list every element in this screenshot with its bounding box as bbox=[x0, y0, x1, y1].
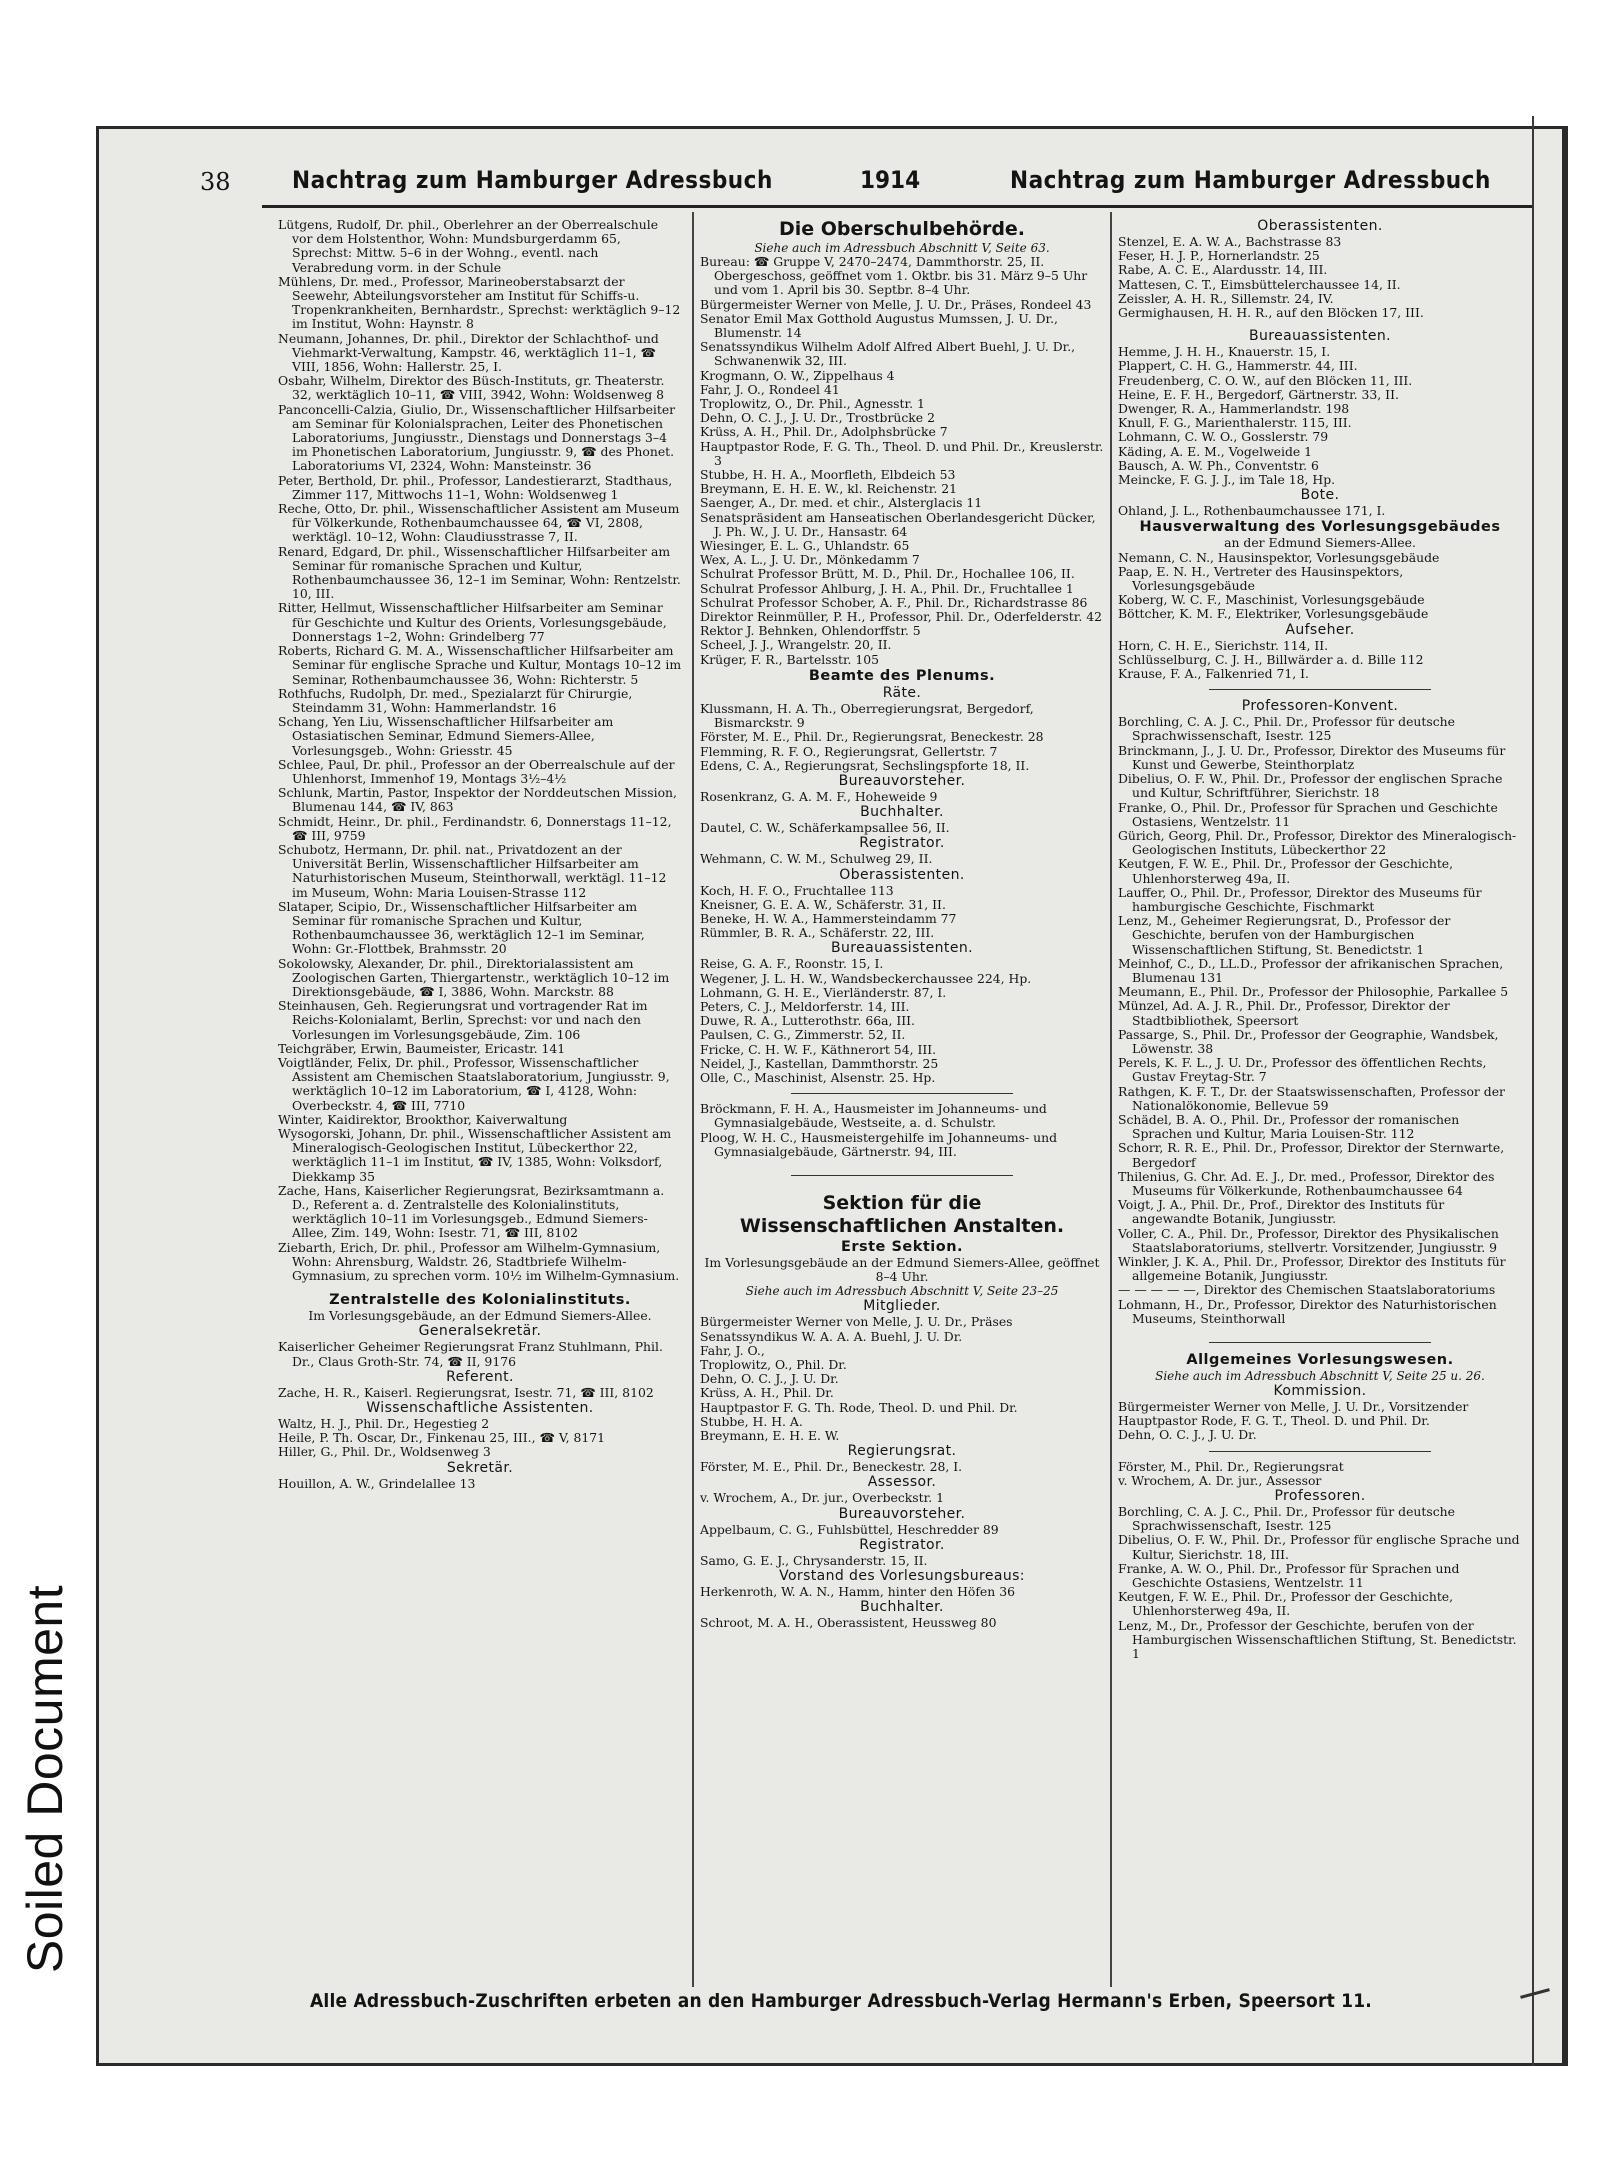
directory-entry: Bureau: ☎ Gruppe V, 2470–2474, Dammthorstr. 25, II. Obergeschoss, geöffnet vom 1. Oktbr. bis 31. März 9–5 Uhr und vom 1. April bis 30. Septbr. 8–4 Uhr. bbox=[700, 254, 1088, 298]
directory-entry: Knull, F. G., Marienthalerstr. 115, III. bbox=[1118, 415, 1352, 431]
directory-entry: Dehn, O. C. J., J. U. Dr., Trostbrücke 2 bbox=[700, 410, 935, 426]
directory-entry: Böttcher, K. M. F., Elektriker, Vorlesungsgebäude bbox=[1118, 606, 1429, 622]
subsection-heading: Generalsekretär. bbox=[418, 1323, 542, 1340]
directory-entry: Mühlens, Dr. med., Professor, Marineoberstabsarzt der Seewehr, Abteilungsvorsteher am Institut für Schiffs-u. Tropenkrankheiten, Bernhardstr., Sprechst: werktäglich 9–12 im Institut, Wohn: Haynstr. 8 bbox=[278, 273, 681, 332]
section-heading: Hausverwaltung des Vorlesungsgebäudes bbox=[1139, 519, 1501, 536]
column-divider-1 bbox=[692, 212, 694, 1987]
directory-entry: Lauffer, O., Phil. Dr., Professor, Direktor des Museums für hamburgische Geschichte, Fischmarkt bbox=[1118, 884, 1482, 914]
page-edge bbox=[1532, 116, 1560, 2066]
subsection-heading: Sekretär. bbox=[446, 1459, 514, 1476]
directory-entry: Franke, A. W. O., Phil. Dr., Professor für Sprachen und Geschichte Ostasiens, Wentzelstr. 11 bbox=[1118, 1560, 1460, 1591]
subsection-heading: Räte. bbox=[882, 684, 922, 701]
directory-entry: Edens, C. A., Regierungsrat, Sechslingspforte 18, II. bbox=[700, 757, 1030, 773]
directory-entry: Meincke, F. G. J. J., im Tale 18, Hp. bbox=[1118, 472, 1336, 488]
directory-entry: Krüss, A. H., Phil. Dr. bbox=[700, 1385, 834, 1401]
directory-entry: Olle, C., Maschinist, Alsenstr. 25. Hp. bbox=[700, 1069, 936, 1085]
subsection-heading: Oberassistenten. bbox=[1257, 218, 1383, 234]
directory-entry: Krause, F. A., Falkenried 71, I. bbox=[1118, 666, 1309, 682]
header-title-right: Nachtrag zum Hamburger Adressbuch bbox=[1010, 166, 1491, 194]
directory-entry: Duwe, R. A., Lutterothstr. 66a, III. bbox=[700, 1013, 915, 1029]
section-title: Die Oberschulbehörde. bbox=[778, 218, 1026, 240]
directory-entry: Bürgermeister Werner von Melle, J. U. Dr., Präses, Rondeel 43 bbox=[700, 296, 1092, 312]
directory-entry: Dehn, O. C. J., J. U. Dr. bbox=[700, 1371, 839, 1387]
directory-entry: Rektor J. Behnken, Ohlendorffstr. 5 bbox=[700, 623, 921, 639]
directory-entry: Dwenger, R. A., Hammerlandstr. 198 bbox=[1118, 401, 1350, 417]
directory-entry: Lenz, M., Dr., Professor der Geschichte, berufen von der Hamburgischen Wissenschaftlichen Stiftung, St. Benedictstr. 1 bbox=[1118, 1617, 1517, 1662]
directory-entry: Stubbe, H. H. A. bbox=[700, 1413, 803, 1429]
directory-entry: Lenz, M., Geheimer Regierungsrat, D., Professor der Geschichte, berufen von der Hamburgischen Wissenschaftlichen Stiftung, St. Benedictstr. 1 bbox=[1118, 913, 1451, 957]
section-heading: Erste Sektion. bbox=[840, 1238, 964, 1255]
subsection-heading: Assessor. bbox=[867, 1474, 937, 1491]
reference-note: Siehe auch im Adressbuch Abschnitt V, Seite 25 u. 26. bbox=[1155, 1369, 1485, 1384]
directory-entry: Ritter, Hellmut, Wissenschaftlicher Hilfsarbeiter am Seminar für Geschichte und Kultur des Orients, Vorlesungsgebäude, Donnerstags 1–2, Wohn: Grindelberg 77 bbox=[278, 600, 667, 644]
directory-entry: Dibelius, O. F. W., Phil. Dr., Professor für englische Sprache und Kultur, Sierichstr. 18, III. bbox=[1118, 1532, 1520, 1562]
directory-entry: Osbahr, Wilhelm, Direktor des Büsch-Instituts, gr. Theaterstr. 32, werktäglich 10–11, ☎ VIII, 3942, Wohn: Woldsenweg 8 bbox=[278, 373, 665, 403]
directory-entry: Meumann, E., Phil. Dr., Professor der Philosophie, Parkallee 5 bbox=[1118, 984, 1509, 1000]
column-middle bbox=[700, 218, 1104, 1630]
directory-entry: Bausch, A. W. Ph., Conventstr. 6 bbox=[1118, 457, 1319, 473]
subsection-heading: Professoren. bbox=[1274, 1488, 1366, 1505]
directory-entry: Lütgens, Rudolf, Dr. phil., Oberlehrer an der Oberrealschule vor dem Holstenthor, Wohn: Mundsburgerdamm 65, Sprechst: Mittw. 5–6 in der Wohng., eventl. nach Verabredung vorm. in der Schule bbox=[278, 217, 659, 275]
directory-entry: Bürgermeister Werner von Melle, J. U. Dr., Präses bbox=[700, 1314, 1013, 1330]
directory-entry: Fahr, J. O., Rondeel 41 bbox=[700, 381, 840, 397]
directory-entry: Fahr, J. O., bbox=[700, 1342, 765, 1358]
directory-entry: Senatssyndikus Wilhelm Adolf Alfred Albert Buehl, J. U. Dr., Schwanenwik 32, III. bbox=[700, 339, 1076, 369]
soiled-document-label: Soiled Document bbox=[17, 1584, 73, 1974]
section-heading: Zentralstelle des Kolonialinstituts. bbox=[329, 1292, 631, 1309]
column-right bbox=[1118, 218, 1522, 1661]
directory-entry: Samo, G. E. J., Chrysanderstr. 15, II. bbox=[700, 1552, 928, 1568]
footer-notice: Alle Adressbuch-Zuschriften erbeten an den Hamburger Adressbuch-Verlag Hermann's Erben, Speersort 11. bbox=[310, 1990, 1372, 2012]
directory-entry: Herkenroth, W. A. N., Hamm, hinter den Höfen 36 bbox=[700, 1584, 1015, 1600]
subsection-heading: Bureauassistenten. bbox=[1249, 328, 1391, 345]
section-title: Wissenschaftlichen Anstalten. bbox=[739, 1214, 1065, 1237]
directory-entry: Wegener, J. L. H. W., Wandsbeckerchaussee 224, Hp. bbox=[700, 970, 1032, 986]
directory-entry: Heine, E. F. H., Bergedorf, Gärtnerstr. 33, II. bbox=[1118, 386, 1399, 402]
spacer bbox=[1118, 1326, 1522, 1334]
spacer bbox=[700, 1159, 1104, 1167]
directory-entry: Krogmann, O. W., Zippelhaus 4 bbox=[700, 367, 895, 383]
spacer bbox=[278, 1283, 682, 1291]
directory-entry: Paap, E. N. H., Vertreter des Hausinspektors, Vorlesungsgebäude bbox=[1118, 563, 1404, 594]
directory-entry: Lohmann, C. W. O., Gosslerstr. 79 bbox=[1118, 429, 1329, 445]
directory-entry: Breymann, E. H. E. W., kl. Reichenstr. 21 bbox=[700, 481, 957, 497]
directory-entry: Zache, H. R., Kaiserl. Regierungsrat, Isestr. 71, ☎ III, 8102 bbox=[278, 1384, 654, 1400]
directory-entry: Flemming, R. F. O., Regierungsrat, Gellertstr. 7 bbox=[700, 743, 998, 759]
directory-entry: Koberg, W. C. F., Maschinist, Vorlesungsgebäude bbox=[1118, 592, 1425, 608]
directory-entry: Senatspräsident am Hanseatischen Oberlandesgericht Dücker, J. Ph. W., J. U. Dr., Hansastr. 64 bbox=[700, 509, 1096, 539]
directory-entry: Gürich, Georg, Phil. Dr., Professor, Direktor des Mineralogisch-Geologischen Instituts, Lübeckerthor 22 bbox=[1118, 827, 1517, 858]
subsection-heading: Bureauvorsteher. bbox=[838, 1505, 966, 1522]
subsection-heading: Wissenschaftliche Assistenten. bbox=[366, 1400, 594, 1417]
directory-entry: Borchling, C. A. J. C., Phil. Dr., Professor für deutsche Sprachwissenschaft, Isestr. 125 bbox=[1118, 1504, 1455, 1534]
subsection-heading: Professoren-Konvent. bbox=[1241, 698, 1399, 715]
directory-entry: Houillon, A. W., Grindelallee 13 bbox=[278, 1475, 476, 1491]
subsection-heading: Registrator. bbox=[859, 1536, 945, 1553]
subsection-heading: Oberassistenten. bbox=[839, 866, 965, 883]
running-header bbox=[200, 164, 1530, 200]
directory-entry: Hauptpastor Rode, F. G. T., Theol. D. und Phil. Dr. bbox=[1118, 1413, 1430, 1429]
spacer bbox=[1118, 320, 1522, 328]
directory-entry: Troplowitz, O., Dr. Phil., Agnesstr. 1 bbox=[700, 396, 925, 412]
directory-entry: Rosenkranz, G. A. M. F., Hoheweide 9 bbox=[700, 788, 938, 804]
header-rule bbox=[262, 205, 1532, 208]
header-title-left: Nachtrag zum Hamburger Adressbuch bbox=[292, 166, 773, 194]
directory-entry: Mattesen, C. T., Eimsbüttelerchaussee 14, II. bbox=[1118, 276, 1401, 292]
directory-entry: Schmidt, Heinr., Dr. phil., Ferdinandstr. 6, Donnerstags 11–12, ☎ III, 9759 bbox=[278, 813, 672, 843]
directory-entry: Voigt, J. A., Phil. Dr., Prof., Direktor des Instituts für angewandte Botanik, Jungiusstr. bbox=[1118, 1197, 1445, 1227]
directory-entry: Neumann, Johannes, Dr. phil., Direktor der Schlachthof- und Viehmarkt-Verwaltung, Kampstr. 46, werktäglich 11–1, ☎ VIII, 1856, Wohn: Hallerstr. 25, I. bbox=[278, 330, 659, 375]
directory-entry: Keutgen, F. W. E., Phil. Dr., Professor der Geschichte, Uhlenhorsterweg 49a, II. bbox=[1118, 1589, 1454, 1619]
directory-entry: Bröckmann, F. H. A., Hausmeister im Johanneums- und Gymnasialgebäude, Westseite, a. d. Schulstr. bbox=[700, 1101, 1047, 1131]
directory-entry: Brinckmann, J., J. U. Dr., Professor, Direktor des Museums für Kunst und Gewerbe, Steinthorplatz bbox=[1118, 742, 1506, 772]
directory-entry: Koch, H. F. O., Fruchtallee 113 bbox=[700, 882, 894, 898]
spacer bbox=[700, 1184, 1104, 1192]
directory-entry: Rathgen, K. F. T., Dr. der Staatswissenschaften, Professor der Nationalökonomie, Bellevue 59 bbox=[1118, 1083, 1505, 1113]
directory-entry: Fricke, C. H. W. F., Käthnerort 54, III. bbox=[700, 1041, 937, 1057]
directory-entry: Hauptpastor Rode, F. G. Th., Theol. D. und Phil. Dr., Kreuslerstr. 3 bbox=[700, 438, 1104, 468]
directory-entry: Lohmann, G. H. E., Vierländerstr. 87, I. bbox=[700, 984, 947, 1000]
directory-entry: Voigtländer, Felix, Dr. phil., Professor, Wissenschaftlicher Assistent am Chemischen Staatslaboratorium, Jungiusstr. 9, werktäglich 10–12 im Laboratorium, ☎ I, 4128, Wohn: Overbeckstr. 4, ☎ III, 7710 bbox=[278, 1054, 670, 1113]
directory-entry: Schorr, R. R. E., Phil. Dr., Professor, Direktor der Sternwarte, Bergedorf bbox=[1118, 1140, 1505, 1170]
directory-entry: Direktor Reinmüller, P. H., Professor, Phil. Dr., Oderfelderstr. 42 bbox=[700, 609, 1102, 625]
directory-entry: Perels, K. F. L., J. U. Dr., Professor des öffentlichen Rechts, Gustav Freytag-Str. 7 bbox=[1118, 1055, 1487, 1085]
directory-entry: Wex, A. L., J. U. Dr., Mönkedamm 7 bbox=[700, 552, 920, 568]
section-title: Sektion für die bbox=[822, 1191, 982, 1214]
section-note: Im Vorlesungsgebäude, an der Edmund Siemers-Allee. bbox=[308, 1308, 652, 1324]
directory-entry: Schlee, Paul, Dr. phil., Professor an der Oberrealschule auf der Uhlenhorst, Immenhof 19, Montags 3½–4½ bbox=[278, 756, 675, 786]
page-number: 38 bbox=[200, 168, 231, 196]
directory-entry: Troplowitz, O., Phil. Dr. bbox=[700, 1356, 847, 1372]
directory-entry: Heile, P. Th. Oscar, Dr., Finkenau 25, III., ☎ V, 8171 bbox=[278, 1430, 606, 1446]
directory-entry: Dibelius, O. F. W., Phil. Dr., Professor der englischen Sprache und Kultur, Schriftführer, Sierichstr. 18 bbox=[1118, 771, 1503, 801]
directory-entry: Förster, M. E., Phil. Dr., Beneckestr. 28, I. bbox=[700, 1459, 963, 1475]
directory-entry: Panconcelli-Calzia, Giulio, Dr., Wissenschaftlicher Hilfsarbeiter am Seminar für Kolonialsprachen, Leiter des Phonetischen Laboratoriums, Jungiusstr., Dienstags und Donnerstags 3–4 im Phonetischen Laboratorium, Jungiusstr. 9, ☎ des Phonet. Laboratoriums VI, 2324, Wohn: Mansteinstr. 36 bbox=[278, 401, 676, 474]
column-left bbox=[278, 218, 682, 1491]
directory-entry: Schubotz, Hermann, Dr. phil. nat., Privatdozent an der Universität Berlin, Wissenschaftlicher Hilfsarbeiter am Naturhistorischen Museum, Steinthorwall, werktägl. 11–12 im Museum, Wohn: Maria Louisen-Strasse 112 bbox=[278, 841, 667, 900]
directory-entry: Wysogorski, Johann, Dr. phil., Wissenschaftlicher Assistent am Mineralogisch-Geologischen Institut, Lübeckerthor 22, werktäglich 11–1 im Institut, ☎ IV, 1385, Wohn: Volksdorf, Diekkamp 35 bbox=[278, 1126, 672, 1184]
directory-entry: Freudenberg, C. O. W., auf den Blöcken 11, III. bbox=[1118, 372, 1413, 388]
directory-entry: Münzel, Ad. A. J. R., Phil. Dr., Professor, Direktor der Stadtbibliothek, Speersort bbox=[1118, 998, 1450, 1028]
directory-entry: Peter, Berthold, Dr. phil., Professor, Landestierarzt, Stadthaus, Zimmer 117, Mittwochs 11–1, Wohn: Woldsenweg 1 bbox=[278, 472, 673, 502]
directory-entry: Ziebarth, Erich, Dr. phil., Professor am Wilhelm-Gymnasium, Wohn: Ahrensburg, Waldstr. 26, Stadtbriefe Wilhelm-Gymnasium, zu sprechen vorm. 10½ im Wilhelm-Gymnasium. bbox=[278, 1239, 680, 1284]
directory-entry: Kaiserlicher Geheimer Regierungsrat Franz Stuhlmann, Phil. Dr., Claus Groth-Str. 74, ☎ II, 9176 bbox=[278, 1339, 663, 1369]
directory-entry: v. Wrochem, A., Dr. jur., Overbeckstr. 1 bbox=[700, 1490, 944, 1506]
separator-rule bbox=[1209, 1342, 1431, 1343]
subsection-heading: Referent. bbox=[446, 1368, 514, 1385]
directory-entry: Hauptpastor F. G. Th. Rode, Theol. D. und Phil. Dr. bbox=[700, 1399, 1018, 1415]
directory-entry: Schulrat Professor Brütt, M. D., Phil. Dr., Hochallee 106, II. bbox=[700, 566, 1075, 582]
directory-entry: Meinhof, C., D., LL.D., Professor der afrikanischen Sprachen, Blumenau 131 bbox=[1118, 955, 1504, 985]
directory-entry: v. Wrochem, A. Dr. jur., Assessor bbox=[1118, 1472, 1322, 1488]
directory-entry: Zeissler, A. H. R., Sillemstr. 24, IV. bbox=[1118, 290, 1334, 306]
directory-entry: Förster, M. E., Phil. Dr., Regierungsrat, Beneckestr. 28 bbox=[700, 729, 1044, 745]
directory-entry: Rabe, A. C. E., Alardusstr. 14, III. bbox=[1118, 262, 1328, 278]
directory-entry: Schulrat Professor Ahlburg, J. H. A., Phil. Dr., Fruchtallee 1 bbox=[700, 580, 1074, 596]
directory-entry: Peters, C. J., Meldorferstr. 14, III. bbox=[700, 998, 910, 1014]
subsection-heading: Vorstand des Vorlesungsbureaus: bbox=[779, 1568, 1025, 1585]
directory-entry: Schroot, M. A. H., Oberassistent, Heussweg 80 bbox=[700, 1615, 997, 1631]
directory-entry: Slataper, Scipio, Dr., Wissenschaftlicher Hilfsarbeiter am Seminar für romanische Sprachen und Kultur, Rothenbaumchaussee 36, werktäglich 12–1 im Seminar, Wohn: Gr.-Flottbek, Brahmsstr. 20 bbox=[278, 898, 645, 957]
directory-entry: Franke, O., Phil. Dr., Professor für Sprachen und Geschichte Ostasiens, Wentzelstr. 11 bbox=[1118, 799, 1498, 829]
directory-entry: Nemann, C. N., Hausinspektor, Vorlesungsgebäude bbox=[1118, 549, 1440, 565]
directory-entry: Neidel, J., Kastellan, Dammthorstr. 25 bbox=[700, 1055, 939, 1071]
subsection-heading: Bureauassistenten. bbox=[831, 940, 973, 957]
directory-entry: Schlüsselburg, C. J. H., Billwärder a. d. Bille 112 bbox=[1118, 651, 1424, 667]
directory-entry: Klussmann, H. A. Th., Oberregierungsrat, Bergedorf, Bismarckstr. 9 bbox=[700, 700, 1034, 731]
subsection-heading: Regierungsrat. bbox=[847, 1443, 957, 1460]
separator-rule bbox=[1209, 689, 1431, 690]
directory-entry: Steinhausen, Geh. Regierungsrat und vortragender Rat im Reichs-Kolonialamt, Berlin, Sprechst: vor und nach den Vorlesungen im Vorlesungsgebäude, Zim. 106 bbox=[278, 998, 648, 1042]
directory-entry: Thilenius, G. Chr. Ad. E. J., Dr. med., Professor, Direktor des Museums für Völkerkunde, Rothenbaumchaussee 64 bbox=[1118, 1168, 1495, 1198]
section-heading: Beamte des Plenums. bbox=[808, 667, 996, 684]
directory-entry: Wiesinger, E. L. G., Uhlandstr. 65 bbox=[700, 538, 910, 554]
directory-entry: Stubbe, H. H. A., Moorfleth, Elbdeich 53 bbox=[700, 467, 956, 483]
directory-entry: Rümmler, B. R. A., Schäferstr. 22, III. bbox=[700, 925, 935, 941]
directory-entry: Reche, Otto, Dr. phil., Wissenschaftlicher Assistent am Museum für Völkerkunde, Rothenbaumchaussee 64, ☎ VI, 2808, werktägl. 10–12, Wohn: Claudiusstrasse 7, II. bbox=[278, 501, 680, 545]
directory-entry: Ploog, W. H. C., Hausmeistergehilfe im Johanneums- und Gymnasialgebäude, Gärtnerstr. 94, III. bbox=[700, 1129, 1058, 1159]
subsection-heading: Bote. bbox=[1300, 487, 1340, 504]
directory-entry: Appelbaum, C. G., Fuhlsbüttel, Heschredder 89 bbox=[700, 1521, 999, 1537]
directory-entry: Hemme, J. H. H., Knauerstr. 15, I. bbox=[1118, 344, 1331, 360]
directory-entry: Dehn, O. C. J., J. U. Dr. bbox=[1118, 1427, 1257, 1443]
directory-entry: Horn, C. H. E., Sierichstr. 114, II. bbox=[1118, 637, 1329, 653]
directory-entry: Plappert, C. H. G., Hammerstr. 44, III. bbox=[1118, 358, 1358, 374]
directory-entry: Roberts, Richard G. M. A., Wissenschaftlicher Hilfsarbeiter am Seminar für englische Sprache und Kultur, Montags 10–12 im Seminar, Rothenbaumchaussee 36, Wohn: Richterstr. 5 bbox=[278, 643, 682, 687]
directory-entry: Lohmann, H., Dr., Professor, Direktor des Naturhistorischen Museums, Steinthorwall bbox=[1118, 1296, 1497, 1326]
directory-entry: Scheel, J. J., Wrangelstr. 20, II. bbox=[700, 637, 892, 653]
reference-note: Siehe auch im Adressbuch Abschnitt V, Seite 63. bbox=[754, 241, 1050, 255]
separator-rule bbox=[791, 1093, 1013, 1094]
directory-entry: Winkler, J. K. A., Phil. Dr., Professor, Direktor des Instituts für allgemeine Botanik, Jungiusstr. bbox=[1118, 1254, 1506, 1284]
directory-entry: Breymann, E. H. E. W. bbox=[700, 1428, 840, 1443]
directory-entry: Schang, Yen Liu, Wissenschaftlicher Hilfsarbeiter am Ostasiatischen Seminar, Edmund Siemers-Allee, Vorlesungsgeb., Wohn: Griesstr. 45 bbox=[278, 714, 614, 758]
directory-entry: Paulsen, C. G., Zimmerstr. 52, II. bbox=[700, 1027, 906, 1043]
directory-entry: Senatssyndikus W. A. A. A. Buehl, J. U. Dr. bbox=[700, 1328, 963, 1344]
directory-entry: Stenzel, E. A. W. A., Bachstrasse 83 bbox=[1118, 234, 1342, 249]
separator-rule bbox=[1209, 1451, 1431, 1452]
directory-entry: Winter, Kaidirektor, Brookthor, Kaiverwaltung bbox=[278, 1111, 568, 1127]
subsection-heading: Aufseher. bbox=[1285, 621, 1355, 638]
directory-entry: Voller, C. A., Phil. Dr., Professor, Direktor des Physikalischen Staatslaboratoriums, stellvertr. Vorsitzender, Jungiusstr. 9 bbox=[1118, 1225, 1499, 1255]
directory-entry: Käding, A. E. M., Vogelweide 1 bbox=[1118, 443, 1313, 459]
directory-entry: Borchling, C. A. J. C., Phil. Dr., Professor für deutsche Sprachwissenschaft, Isestr. 125 bbox=[1118, 714, 1455, 744]
directory-entry: Hiller, G., Phil. Dr., Woldsenweg 3 bbox=[278, 1444, 491, 1460]
directory-entry: Senator Emil Max Gotthold Augustus Mumssen, J. U. Dr., Blumenstr. 14 bbox=[700, 310, 1058, 341]
directory-entry: Passarge, S., Phil. Dr., Professor der Geographie, Wandsbek, Löwenstr. 38 bbox=[1118, 1026, 1499, 1056]
header-year: 1914 bbox=[860, 166, 921, 194]
directory-entry: Schädel, B. A. O., Phil. Dr., Professor der romanischen Sprachen und Kultur, Maria Louisen-Str. 112 bbox=[1118, 1111, 1460, 1142]
subsection-heading: Buchhalter. bbox=[860, 1599, 944, 1616]
directory-entry: Keutgen, F. W. E., Phil. Dr., Professor der Geschichte, Uhlenhorsterweg 49a, II. bbox=[1118, 856, 1454, 886]
directory-entry: Ohland, J. L., Rothenbaumchaussee 171, I. bbox=[1118, 503, 1386, 519]
directory-entry: Rothfuchs, Rudolph, Dr. med., Spezialarzt für Chirurgie, Steindamm 31, Wohn: Hammerlandstr. 16 bbox=[278, 685, 633, 715]
subsection-heading: Bureauvorsteher. bbox=[838, 772, 966, 789]
directory-entry: Sokolowsky, Alexander, Dr. phil., Direktorialassistent am Zoologischen Garten, Thiergartenstr., werktäglich 10–12 im Direktionsgebäude, ☎ I, 3886, Wohn. Marckstr. 88 bbox=[278, 955, 670, 999]
directory-entry: Wehmann, C. W. M., Schulweg 29, II. bbox=[700, 851, 933, 867]
directory-entry: Germighausen, H. H. R., auf den Blöcken 17, III. bbox=[1118, 305, 1424, 321]
reference-note: Siehe auch im Adressbuch Abschnitt V, Seite 23–25 bbox=[745, 1284, 1059, 1299]
subsection-heading: Kommission. bbox=[1273, 1383, 1367, 1400]
directory-entry: Beneke, H. W. A., Hammersteindamm 77 bbox=[700, 910, 957, 926]
directory-entry: Dautel, C. W., Schäferkampsallee 56, II. bbox=[700, 820, 950, 836]
directory-entry: Renard, Edgard, Dr. phil., Wissenschaftlicher Hilfsarbeiter am Seminar für romanische Sprachen und Kultur, Rothenbaumchaussee 36, 12–1 im Seminar, Wohn: Rentzelstr. 10, III. bbox=[278, 543, 681, 602]
subsection-heading: Registrator. bbox=[859, 835, 945, 852]
directory-entry: Krüger, F. R., Bartelsstr. 105 bbox=[700, 651, 880, 667]
directory-entry: Schulrat Professor Schober, A. F., Phil. Dr., Richardstrasse 86 bbox=[700, 594, 1088, 610]
directory-entry: Reise, G. A. F., Roonstr. 15, I. bbox=[700, 956, 884, 972]
directory-entry: Waltz, H. J., Phil. Dr., Hegestieg 2 bbox=[278, 1416, 490, 1432]
directory-entry: Teichgräber, Erwin, Baumeister, Ericastr. 141 bbox=[278, 1040, 566, 1056]
directory-entry: Zache, Hans, Kaiserlicher Regierungsrat, Bezirksamtmann a. D., Referent a. d. Zentralstelle des Kolonialinstituts, werktäglich 10–11 im Vorlesungsgeb., Edmund Siemers-Allee, Zim. 149, Wohn: Isestr. 71, ☎ III, 8102 bbox=[278, 1182, 665, 1241]
directory-entry: Feser, H. J. P., Hornerlandstr. 25 bbox=[1118, 248, 1320, 264]
subsection-heading: Buchhalter. bbox=[860, 804, 944, 821]
subsection-heading: Mitglieder. bbox=[863, 1298, 941, 1315]
section-heading: Allgemeines Vorlesungswesen. bbox=[1186, 1352, 1454, 1369]
directory-entry: Förster, M., Phil. Dr., Regierungsrat bbox=[1118, 1458, 1344, 1474]
section-note: Im Vorlesungsgebäude an der Edmund Siemers-Allee, geöffnet 8–4 Uhr. bbox=[704, 1254, 1100, 1285]
directory-entry: Krüss, A. H., Phil. Dr., Adolphsbrücke 7 bbox=[700, 424, 948, 440]
directory-entry: Saenger, A., Dr. med. et chir., Alsterglacis 11 bbox=[700, 495, 983, 511]
directory-entry: Schlunk, Martin, Pastor, Inspektor der Norddeutschen Mission, Blumenau 144, ☎ IV, 863 bbox=[278, 785, 677, 815]
separator-rule bbox=[791, 1175, 1013, 1176]
column-divider-2 bbox=[1110, 212, 1112, 1987]
section-note: an der Edmund Siemers-Allee. bbox=[1224, 535, 1416, 551]
directory-entry: Bürgermeister Werner von Melle, J. U. Dr., Vorsitzender bbox=[1118, 1399, 1469, 1415]
directory-entry: — — — — —, Direktor des Chemischen Staatslaboratoriums bbox=[1118, 1282, 1496, 1298]
directory-entry: Kneisner, G. E. A. W., Schäferstr. 31, II. bbox=[700, 896, 946, 912]
